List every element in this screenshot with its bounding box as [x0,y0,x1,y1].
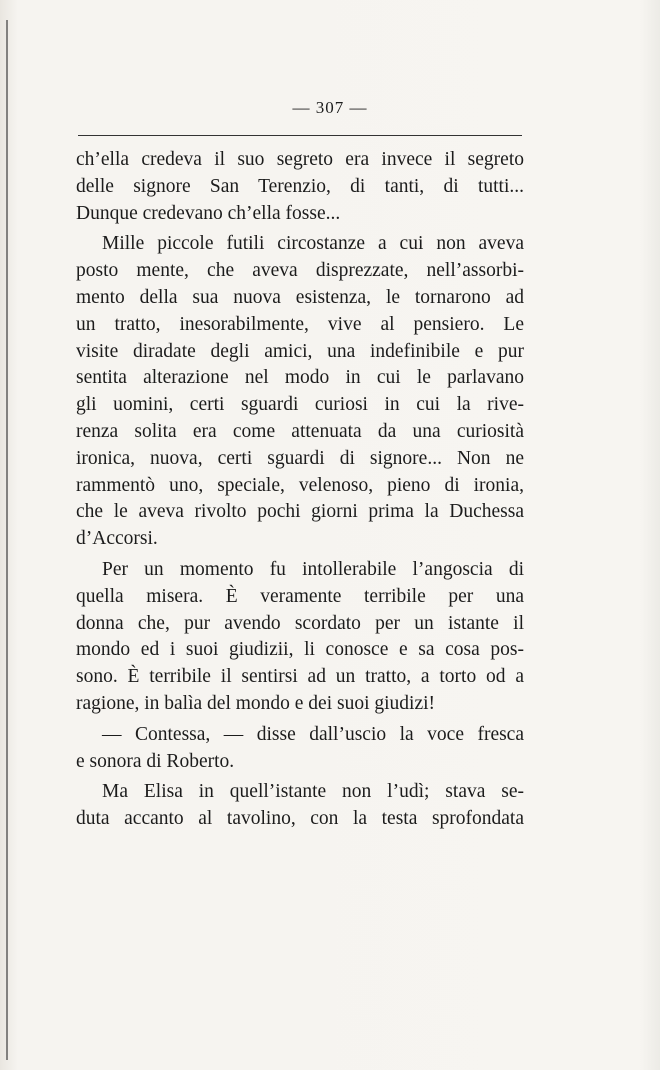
body-text [76,147,524,833]
text-line: Ma Elisa in quell’istante non l’udì; stava se- [102,781,524,803]
text-line: gli uomini, certi sguardi curiosi in cui la rive- [76,394,524,416]
paragraph [76,147,524,227]
header-rule [78,135,522,136]
text-line: mento della sua nuova esistenza, le tornarono ad [76,286,524,308]
text-line: rammentò uno, speciale, velenoso, pieno di ironia, [76,474,524,496]
text-line: un tratto, inesorabilmente, vive al pensiero. Le [76,313,524,335]
text-line: visite diradate degli amici, una indefinibile e pur [76,340,524,362]
text-line: quella misera. È veramente terribile per una [76,585,524,607]
text-line: ironica, nuova, certi sguardi di signore... Non ne [76,447,524,469]
text-line: renza solita era come attenuata da una curiosità [76,420,524,442]
text-line: sono. È terribile il sentirsi ad un tratto, a torto od a [76,666,524,688]
text-line: d’Accorsi. [76,528,158,550]
text-line: donna che, pur avendo scordato per un istante il [76,612,524,634]
page-edge-shadow [6,20,8,1060]
text-line: Dunque credevano ch’ella fosse... [76,202,341,224]
text-line: delle signore San Terenzio, di tanti, di tutti... [76,175,524,197]
page-number: — 307 — [292,98,368,117]
text-line: e sonora di Roberto. [76,750,235,772]
text-line: — Contessa, — disse dall’uscio la voce fresca [102,723,524,745]
text-line: Mille piccole futili circostanze a cui non aveva [102,233,524,255]
paragraph [76,722,524,776]
paragraph [76,231,524,553]
text-line: ch’ella credeva il suo segreto era invece il segreto [76,149,524,170]
text-line: ragione, in balìa del mondo e dei suoi giudizi! [76,692,436,714]
paragraph [76,779,524,833]
text-line: Per un momento fu intollerabile l’angoscia di [102,558,524,580]
text-line: duta accanto al tavolino, con la testa sprofondata [76,808,524,830]
paragraph [76,557,524,718]
text-line: che le aveva rivolto pochi giorni prima la Duchessa [76,501,524,523]
text-line: posto mente, che aveva disprezzate, nell’assorbi- [76,260,524,282]
text-line: sentita alterazione nel modo in cui le parlavano [76,367,524,389]
text-line: mondo ed i suoi giudizii, li conosce e sa cosa pos- [76,639,524,661]
